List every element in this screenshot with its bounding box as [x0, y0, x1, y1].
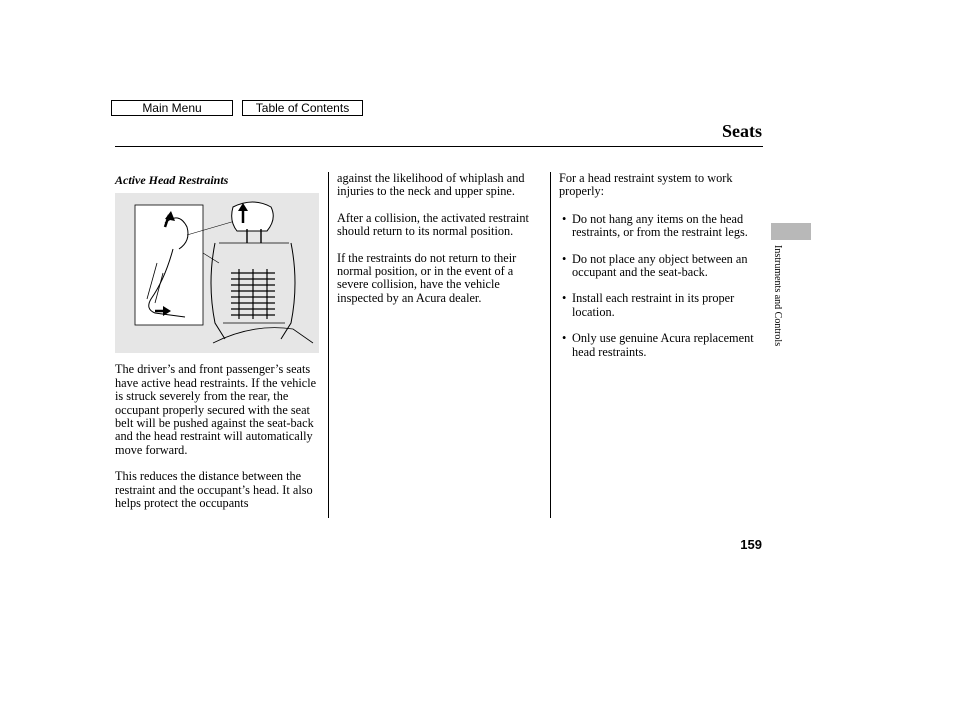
column-middle: [337, 172, 547, 318]
section-title: Active Head Restraints: [115, 173, 229, 187]
paragraph: against the likelihood of whiplash and injuries to the neck and upper spine.: [337, 171, 525, 199]
list-item: • Do not hang any items on the head restraints, or from the restraint legs.: [559, 213, 769, 240]
main-menu-button[interactable]: Main Menu: [111, 100, 233, 116]
paragraph: This reduces the distance between the restraint and the occupant’s head. It also helps protect the occupants: [115, 469, 313, 511]
seat-diagram-icon: [115, 193, 319, 353]
column-divider: [328, 172, 329, 518]
paragraph: The driver’s and front passenger’s seats have active head restraints. If the vehicle is struck severely from the rear, the occupant properly secured with the seat belt will be pushed against the seat-back and the head restraint will automatically move forward.: [115, 362, 317, 457]
column-right: [559, 172, 769, 372]
section-tab: [771, 223, 811, 240]
column-divider: [550, 172, 551, 518]
bullet-list: [559, 213, 769, 359]
paragraph: If the restraints do not return to their normal position, or in the event of a severe collision, have the vehicle inspected by an Acura dealer.: [337, 250, 517, 305]
paragraph: After a collision, the activated restraint should return to its normal position.: [337, 210, 529, 239]
table-of-contents-button[interactable]: Table of Contents: [242, 100, 363, 116]
list-item: • Install each restraint in its proper location.: [559, 292, 769, 319]
header-divider: [115, 146, 763, 147]
column-left: [115, 172, 325, 523]
head-restraint-illustration: [115, 193, 319, 353]
list-item: • Only use genuine Acura replacement head restraints.: [559, 332, 769, 359]
paragraph: For a head restraint system to work properly:: [559, 171, 733, 199]
page-title: Seats: [722, 121, 762, 141]
list-item: • Do not place any object between an occupant and the seat-back.: [559, 253, 769, 280]
page-number: 159: [740, 537, 762, 552]
section-label: Instruments and Controls: [772, 245, 783, 347]
